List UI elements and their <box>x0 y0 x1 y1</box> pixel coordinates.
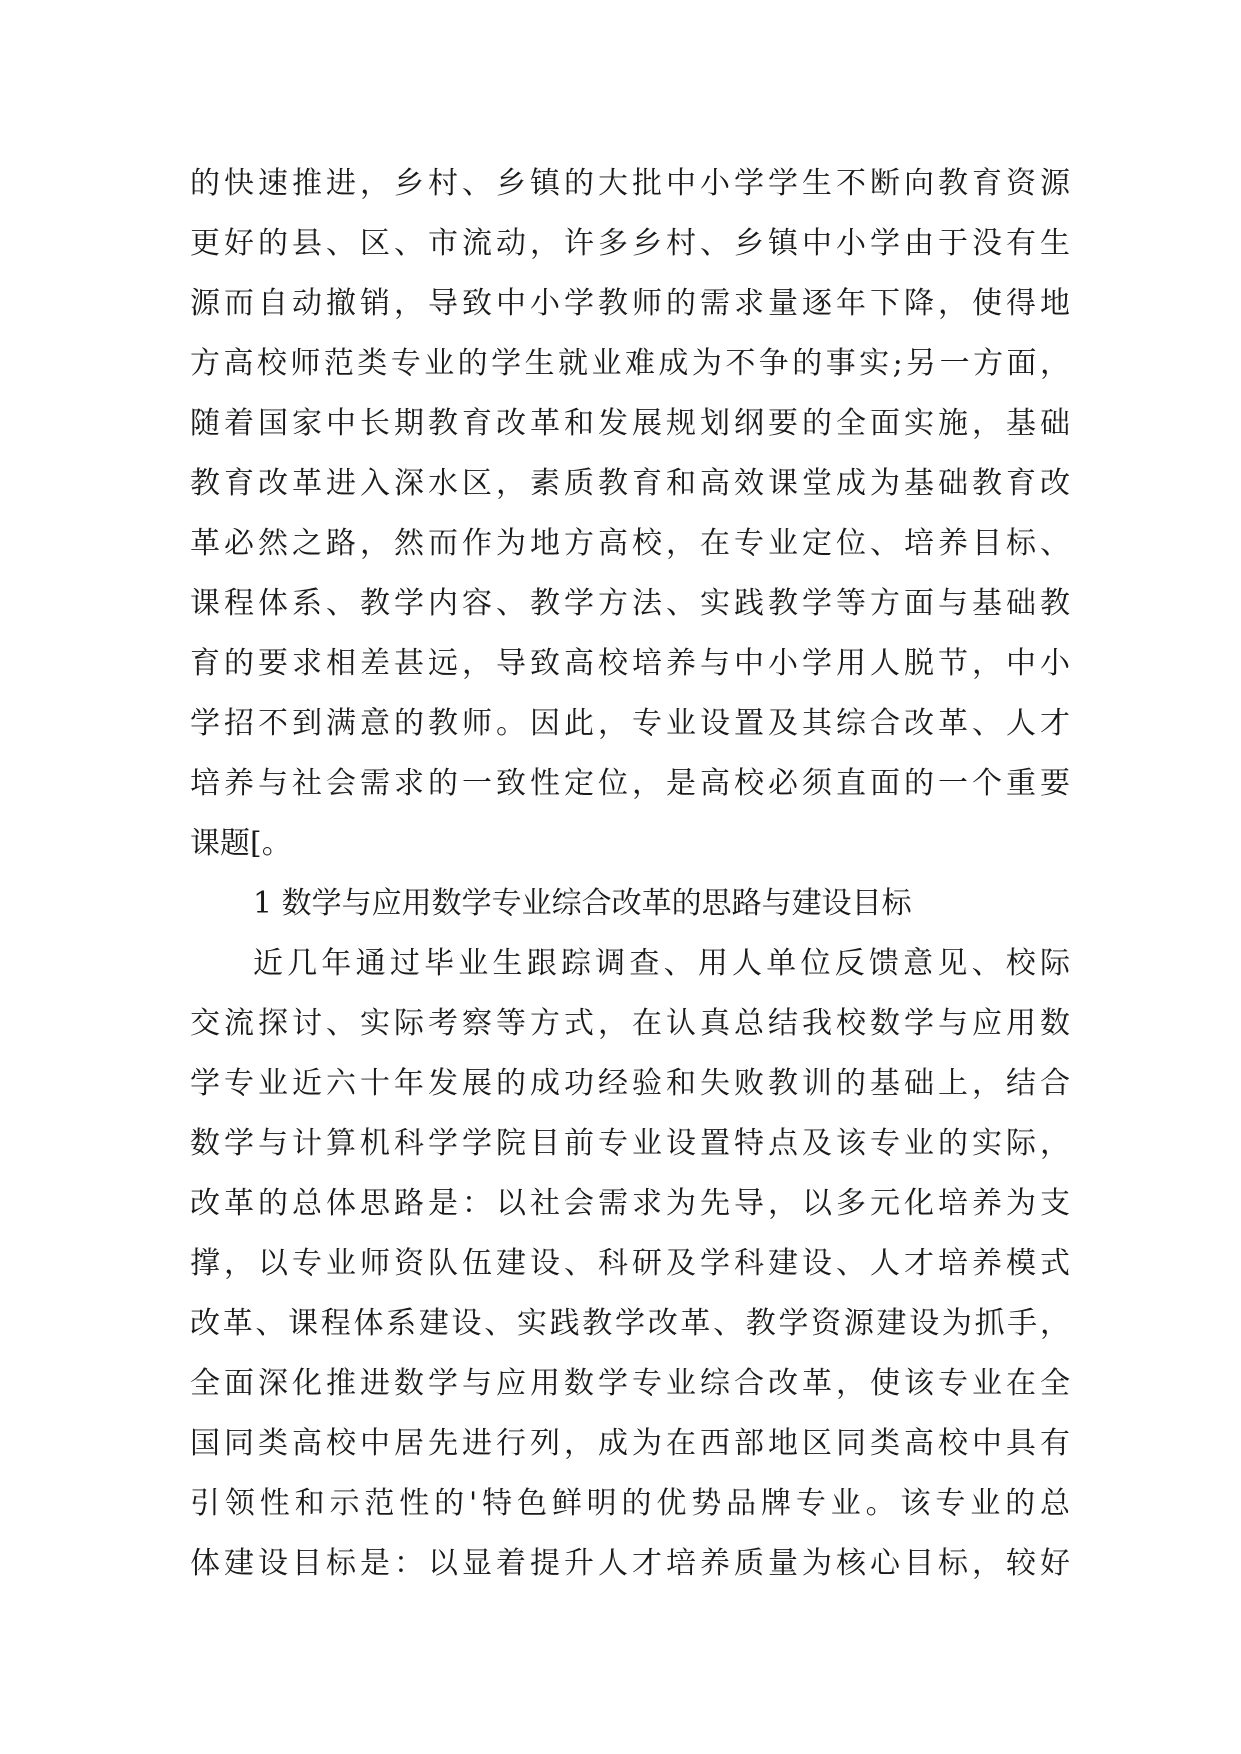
paragraph1-line-3: 源而自动撤销，导致中小学教师的需求量逐年下降，使得地 <box>190 286 1070 321</box>
paragraph1-line-5: 随着国家中长期教育改革和发展规划纲要的全面实施，基础 <box>190 406 1070 441</box>
paragraph1-line-11: 培养与社会需求的一致性定位，是高校必须直面的一个重要 <box>190 766 1070 801</box>
paragraph2-line-4: 数学与计算机科学学院目前专业设置特点及该专业的实际， <box>190 1126 1070 1161</box>
paragraph1-line-8: 课程体系、教学内容、教学方法、实践教学等方面与基础教 <box>190 586 1070 621</box>
paragraph2-line-11: 体建设目标是：以显着提升人才培养质量为核心目标，较好 <box>190 1546 1070 1581</box>
paragraph1-line-2: 更好的县、区、市流动，许多乡村、乡镇中小学由于没有生 <box>190 226 1070 261</box>
paragraph2-line-8: 全面深化推进数学与应用数学专业综合改革，使该专业在全 <box>190 1366 1070 1401</box>
paragraph2-line-2: 交流探讨、实际考察等方式，在认真总结我校数学与应用数 <box>190 1006 1070 1041</box>
section-heading: 1 数学与应用数学专业综合改革的思路与建设目标 <box>253 886 912 921</box>
paragraph1-line-4: 方高校师范类专业的学生就业难成为不争的事实;另一方面， <box>190 346 1070 381</box>
paragraph1-line-7: 革必然之路，然而作为地方高校，在专业定位、培养目标、 <box>190 526 1070 561</box>
paragraph1-line-6: 教育改革进入深水区，素质教育和高效课堂成为基础教育改 <box>190 466 1070 501</box>
paragraph2-line-1: 近几年通过毕业生跟踪调查、用人单位反馈意见、校际 <box>253 946 1070 981</box>
paragraph1-line-12: 课题[。 <box>190 826 292 861</box>
paragraph2-line-7: 改革、课程体系建设、实践教学改革、教学资源建设为抓手， <box>190 1306 1070 1341</box>
paragraph2-line-5: 改革的总体思路是：以社会需求为先导，以多元化培养为支 <box>190 1186 1070 1221</box>
paragraph2-line-6: 撑，以专业师资队伍建设、科研及学科建设、人才培养模式 <box>190 1246 1070 1281</box>
paragraph1-line-10: 学招不到满意的教师。因此，专业设置及其综合改革、人才 <box>190 706 1070 741</box>
paragraph1-line-9: 育的要求相差甚远，导致高校培养与中小学用人脱节，中小 <box>190 646 1070 681</box>
paragraph2-line-9: 国同类高校中居先进行列，成为在西部地区同类高校中具有 <box>190 1426 1070 1461</box>
paragraph1-line-1: 的快速推进，乡村、乡镇的大批中小学学生不断向教育资源 <box>190 166 1070 201</box>
paragraph2-line-3: 学专业近六十年发展的成功经验和失败教训的基础上，结合 <box>190 1066 1070 1101</box>
paragraph2-line-10: 引领性和示范性的'特色鲜明的优势品牌专业。该专业的总 <box>190 1486 1070 1521</box>
